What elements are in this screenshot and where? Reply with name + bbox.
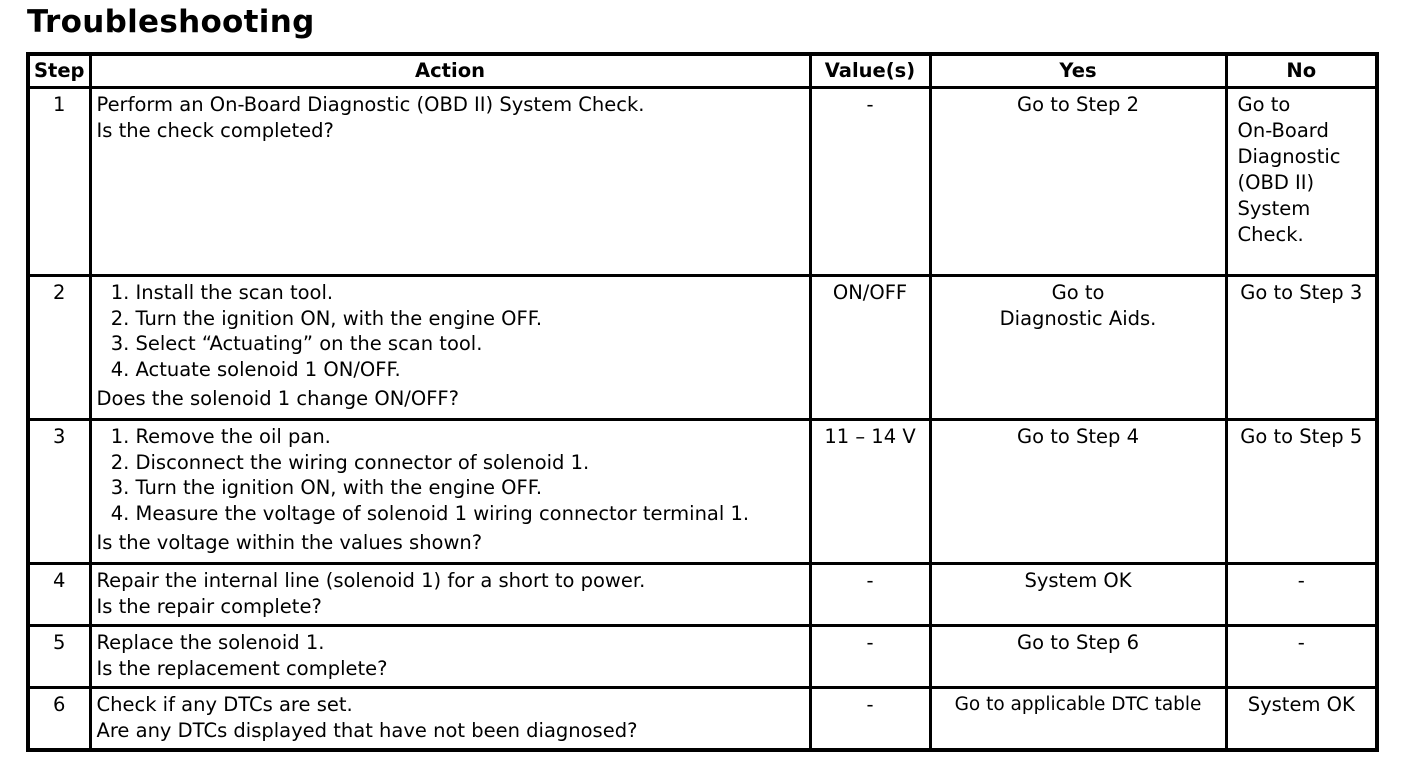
action-question: Does the solenoid 1 change ON/OFF?	[96, 387, 459, 410]
action-cell	[90, 88, 810, 276]
header-yes: Yes	[930, 54, 1226, 88]
troubleshooting-table	[26, 52, 1379, 752]
action-list	[97, 280, 804, 382]
header-action: Action	[90, 54, 810, 88]
value-cell: ON/OFF	[810, 276, 930, 420]
action-item: 1. Remove the oil pan.	[136, 424, 804, 450]
action-item: 3. Select “Actuating” on the scan tool.	[136, 331, 804, 357]
no-line: Diagnostic	[1237, 145, 1341, 168]
page-title: Troubleshooting	[27, 4, 315, 40]
table-row	[28, 420, 1377, 564]
no-line: Go to	[1237, 93, 1291, 116]
step-number: 4	[28, 564, 90, 626]
yes-cell	[930, 276, 1226, 420]
no-line: System	[1237, 197, 1311, 220]
yes-cell: Go to Step 2	[930, 88, 1226, 276]
value-cell: -	[810, 564, 930, 626]
table-row	[28, 88, 1377, 276]
action-question: Is the replacement complete?	[96, 657, 388, 680]
no-line: (OBD II)	[1237, 171, 1315, 194]
action-item: 4. Measure the voltage of solenoid 1 wiring connector terminal 1.	[136, 501, 804, 527]
action-text: Replace the solenoid 1.	[96, 631, 325, 654]
action-text: Perform an On-Board Diagnostic (OBD II) System Check.	[96, 93, 645, 116]
yes-cell: Go to Step 4	[930, 420, 1226, 564]
yes-line: Diagnostic Aids.	[999, 307, 1157, 330]
action-list	[97, 424, 804, 526]
action-cell	[90, 276, 810, 420]
value-cell: -	[810, 688, 930, 750]
action-text: Check if any DTCs are set.	[96, 693, 353, 716]
action-cell	[90, 688, 810, 750]
no-line: On-Board	[1237, 119, 1329, 142]
yes-cell: System OK	[930, 564, 1226, 626]
action-question: Is the check completed?	[96, 119, 334, 142]
action-cell	[90, 420, 810, 564]
no-line: Check.	[1237, 223, 1304, 246]
action-item: 3. Turn the ignition ON, with the engine OFF.	[136, 475, 804, 501]
table-row	[28, 276, 1377, 420]
value-cell: -	[810, 88, 930, 276]
step-number: 5	[28, 626, 90, 688]
value-cell: 11 – 14 V	[810, 420, 930, 564]
table-row	[28, 564, 1377, 626]
no-cell: System OK	[1226, 688, 1377, 750]
no-cell: Go to Step 3	[1226, 276, 1377, 420]
action-item: 2. Disconnect the wiring connector of solenoid 1.	[136, 450, 804, 476]
no-cell	[1226, 88, 1377, 276]
action-text: Repair the internal line (solenoid 1) for a short to power.	[96, 569, 646, 592]
yes-cell: Go to applicable DTC table	[930, 688, 1226, 750]
action-question: Are any DTCs displayed that have not been diagnosed?	[96, 719, 638, 742]
step-number: 6	[28, 688, 90, 750]
no-cell: Go to Step 5	[1226, 420, 1377, 564]
value-cell: -	[810, 626, 930, 688]
action-cell	[90, 564, 810, 626]
table-row	[28, 626, 1377, 688]
action-item: 1. Install the scan tool.	[136, 280, 804, 306]
step-number: 2	[28, 276, 90, 420]
header-step: Step	[28, 54, 90, 88]
header-row	[28, 54, 1377, 88]
step-number: 1	[28, 88, 90, 276]
yes-line: Go to	[1051, 281, 1105, 304]
yes-cell: Go to Step 6	[930, 626, 1226, 688]
action-question: Is the voltage within the values shown?	[96, 531, 483, 554]
no-cell: -	[1226, 564, 1377, 626]
action-question: Is the repair complete?	[96, 595, 322, 618]
header-no: No	[1226, 54, 1377, 88]
action-item: 4. Actuate solenoid 1 ON/OFF.	[136, 357, 804, 383]
action-cell	[90, 626, 810, 688]
header-values: Value(s)	[810, 54, 930, 88]
step-number: 3	[28, 420, 90, 564]
action-item: 2. Turn the ignition ON, with the engine OFF.	[136, 306, 804, 332]
no-cell: -	[1226, 626, 1377, 688]
table-row	[28, 688, 1377, 750]
